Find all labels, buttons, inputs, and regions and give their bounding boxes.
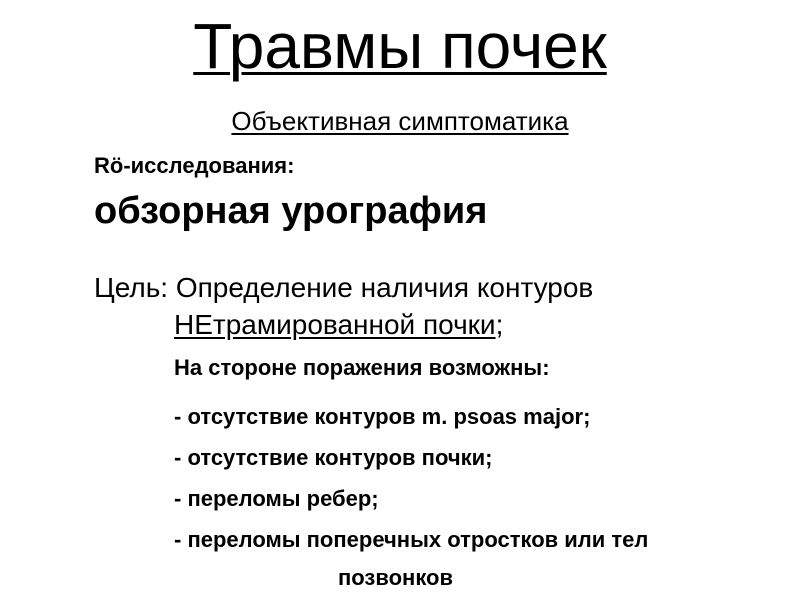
slide-subtitle: Объективная симптоматика: [231, 106, 569, 136]
goal-line-2: [174, 307, 503, 343]
goal-line-1: Цель: Определение наличия контуров: [94, 272, 594, 303]
findings-list: [174, 396, 648, 560]
goal-underlined-text: НЕтрамированной почки: [174, 309, 496, 340]
ro-label: Rö-исследования:: [94, 153, 295, 178]
list-item: - отсутствие контуров почки;: [174, 445, 493, 470]
findings-continuation: позвонков: [338, 565, 454, 590]
slide-title: Травмы почек: [193, 10, 607, 82]
findings-heading: На стороне поражения возможны:: [174, 355, 550, 380]
list-item: - переломы поперечных отростков или тел: [174, 527, 649, 552]
method-heading: обзорная урография: [94, 190, 488, 232]
list-item: - переломы ребер;: [174, 486, 379, 511]
goal-tail: ;: [495, 309, 504, 340]
list-item: - отсутствие контуров m. psoas major;: [174, 404, 591, 429]
